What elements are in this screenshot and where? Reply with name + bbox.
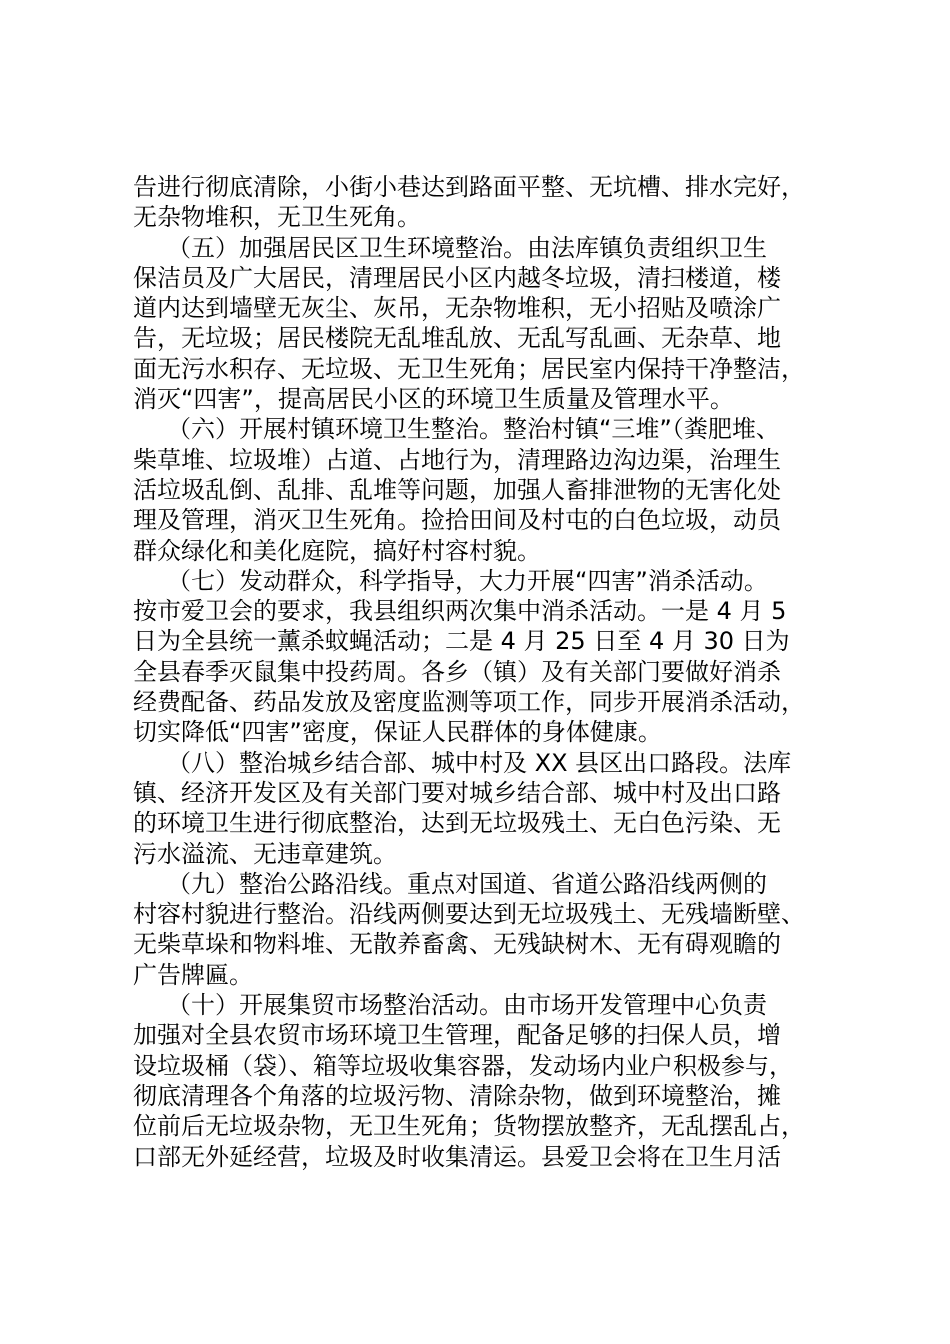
- text-line: 的环境卫生进行彻底整治，达到无垃圾残土、无白色污染、无: [133, 809, 781, 838]
- text-line: 全县春季灭鼠集中投药周。各乡（镇）及有关部门要做好消杀: [133, 657, 781, 686]
- text-line: 设垃圾桶（袋）、箱等垃圾收集容器，发动场内业户积极参与，: [133, 1051, 793, 1080]
- text-line: 群众绿化和美化庭院，搞好村容村貌。: [133, 536, 541, 565]
- text-line: 理及管理，消灭卫生死角。捡拾田间及村屯的白色垃圾，动员: [133, 506, 781, 535]
- text-line: 切实降低“四害”密度，保证人民群体的身体健康。: [133, 718, 662, 747]
- text-line: 告，无垃圾；居民楼院无乱堆乱放、无乱写乱画、无杂草、地: [133, 324, 781, 353]
- text-line: 保洁员及广大居民，清理居民小区内越冬垃圾，清扫楼道，楼: [133, 263, 781, 292]
- text-line: 加强对全县农贸市场环境卫生管理，配备足够的扫保人员，增: [133, 1021, 781, 1050]
- text-line: 位前后无垃圾杂物，无卫生死角；货物摆放整齐，无乱摆乱占，: [133, 1112, 805, 1141]
- text-line: 面无污水积存、无垃圾、无卫生死角；居民室内保持干净整洁，: [133, 354, 805, 383]
- text-line: 道内达到墙壁无灰尘、灰吊，无杂物堆积，无小招贴及喷涂广: [133, 294, 781, 323]
- text-line: 柴草堆、垃圾堆）占道、占地行为，清理路边沟边渠，治理生: [133, 445, 781, 474]
- text-line: 活垃圾乱倒、乱排、乱堆等问题，加强人畜排泄物的无害化处: [133, 475, 781, 504]
- text-line: 口部无外延经营，垃圾及时收集清运。县爱卫会将在卫生月活: [133, 1142, 781, 1171]
- text-line: 无杂物堆积，无卫生死角。: [133, 203, 421, 232]
- section-heading-line: （九）整治公路沿线。重点对国道、省道公路沿线两侧的: [167, 869, 767, 898]
- text-line: 村容村貌进行整治。沿线两侧要达到无垃圾残土、无残墙断壁、: [133, 900, 805, 929]
- section-heading-line: （五）加强居民区卫生环境整治。由法库镇负责组织卫生: [167, 233, 767, 262]
- text-line: 广告牌匾。: [133, 960, 253, 989]
- text-line: 经费配备、药品发放及密度监测等项工作，同步开展消杀活动，: [133, 688, 805, 717]
- text-line: 日为全县统一薰杀蚊蝇活动；二是 4 月 25 日至 4 月 30 日为: [133, 627, 790, 656]
- body-text: [133, 172, 853, 1172]
- section-heading-line: （八）整治城乡结合部、城中村及 XX 县区出口路段。法库: [167, 748, 792, 777]
- text-line: 彻底清理各个角落的垃圾污物、清除杂物，做到环境整治，摊: [133, 1081, 781, 1110]
- text-line: 消灭“四害”，提高居民小区的环境卫生质量及管理水平。: [133, 385, 734, 414]
- text-line: 告进行彻底清除，小街小巷达到路面平整、无坑槽、排水完好，: [133, 173, 805, 201]
- text-line: 无柴草垛和物料堆、无散养畜禽、无残缺树木、无有碍观瞻的: [133, 930, 781, 959]
- section-heading-line: （十）开展集贸市场整治活动。由市场开发管理中心负责: [167, 991, 767, 1020]
- text-line: 按市爱卫会的要求，我县组织两次集中消杀活动。一是 4 月 5: [133, 597, 787, 626]
- text-line: 污水溢流、无违章建筑。: [133, 839, 397, 868]
- section-heading-line: （六）开展村镇环境卫生整治。整治村镇“三堆”（粪肥堆、: [167, 415, 780, 444]
- section-heading-line: （七）发动群众，科学指导，大力开展“四害”消杀活动。: [167, 566, 768, 595]
- text-line: 镇、经济开发区及有关部门要对城乡结合部、城中村及出口路: [133, 778, 781, 807]
